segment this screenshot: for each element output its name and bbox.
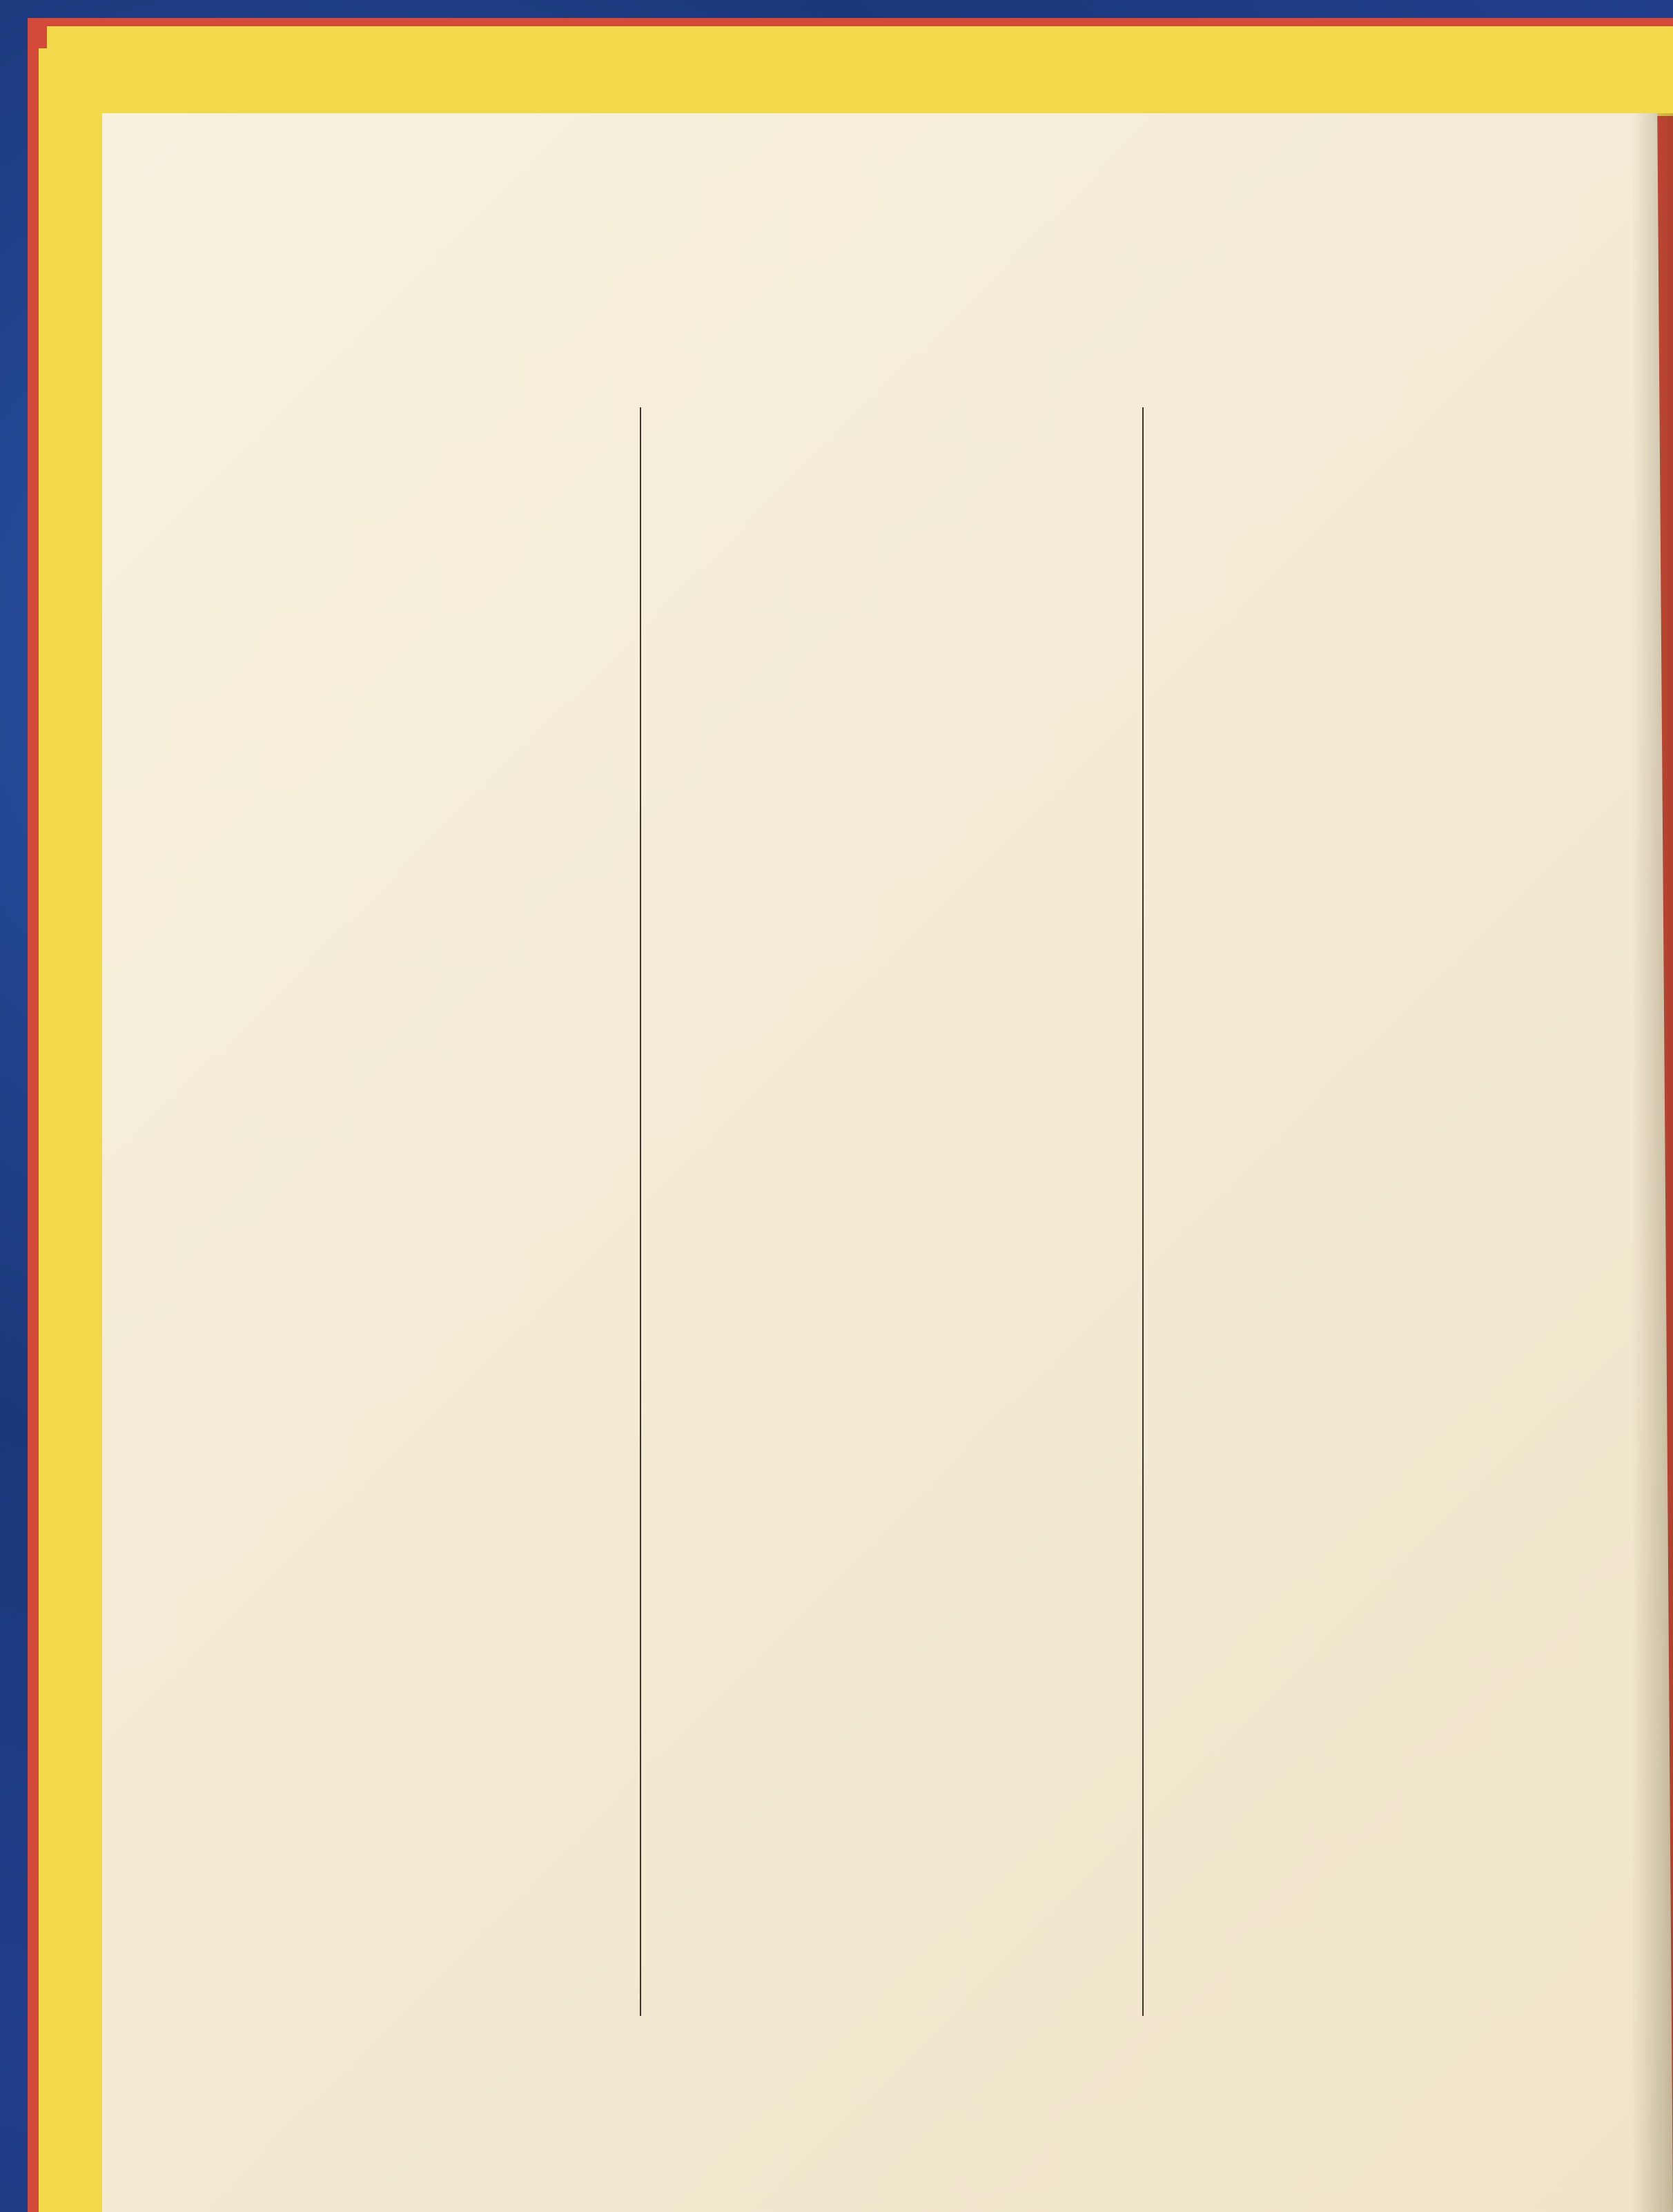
- column-divider: [640, 407, 641, 2016]
- column-divider: [1142, 407, 1144, 2016]
- index-page: [102, 113, 1673, 2212]
- page-gutter-shadow: [1632, 113, 1673, 2212]
